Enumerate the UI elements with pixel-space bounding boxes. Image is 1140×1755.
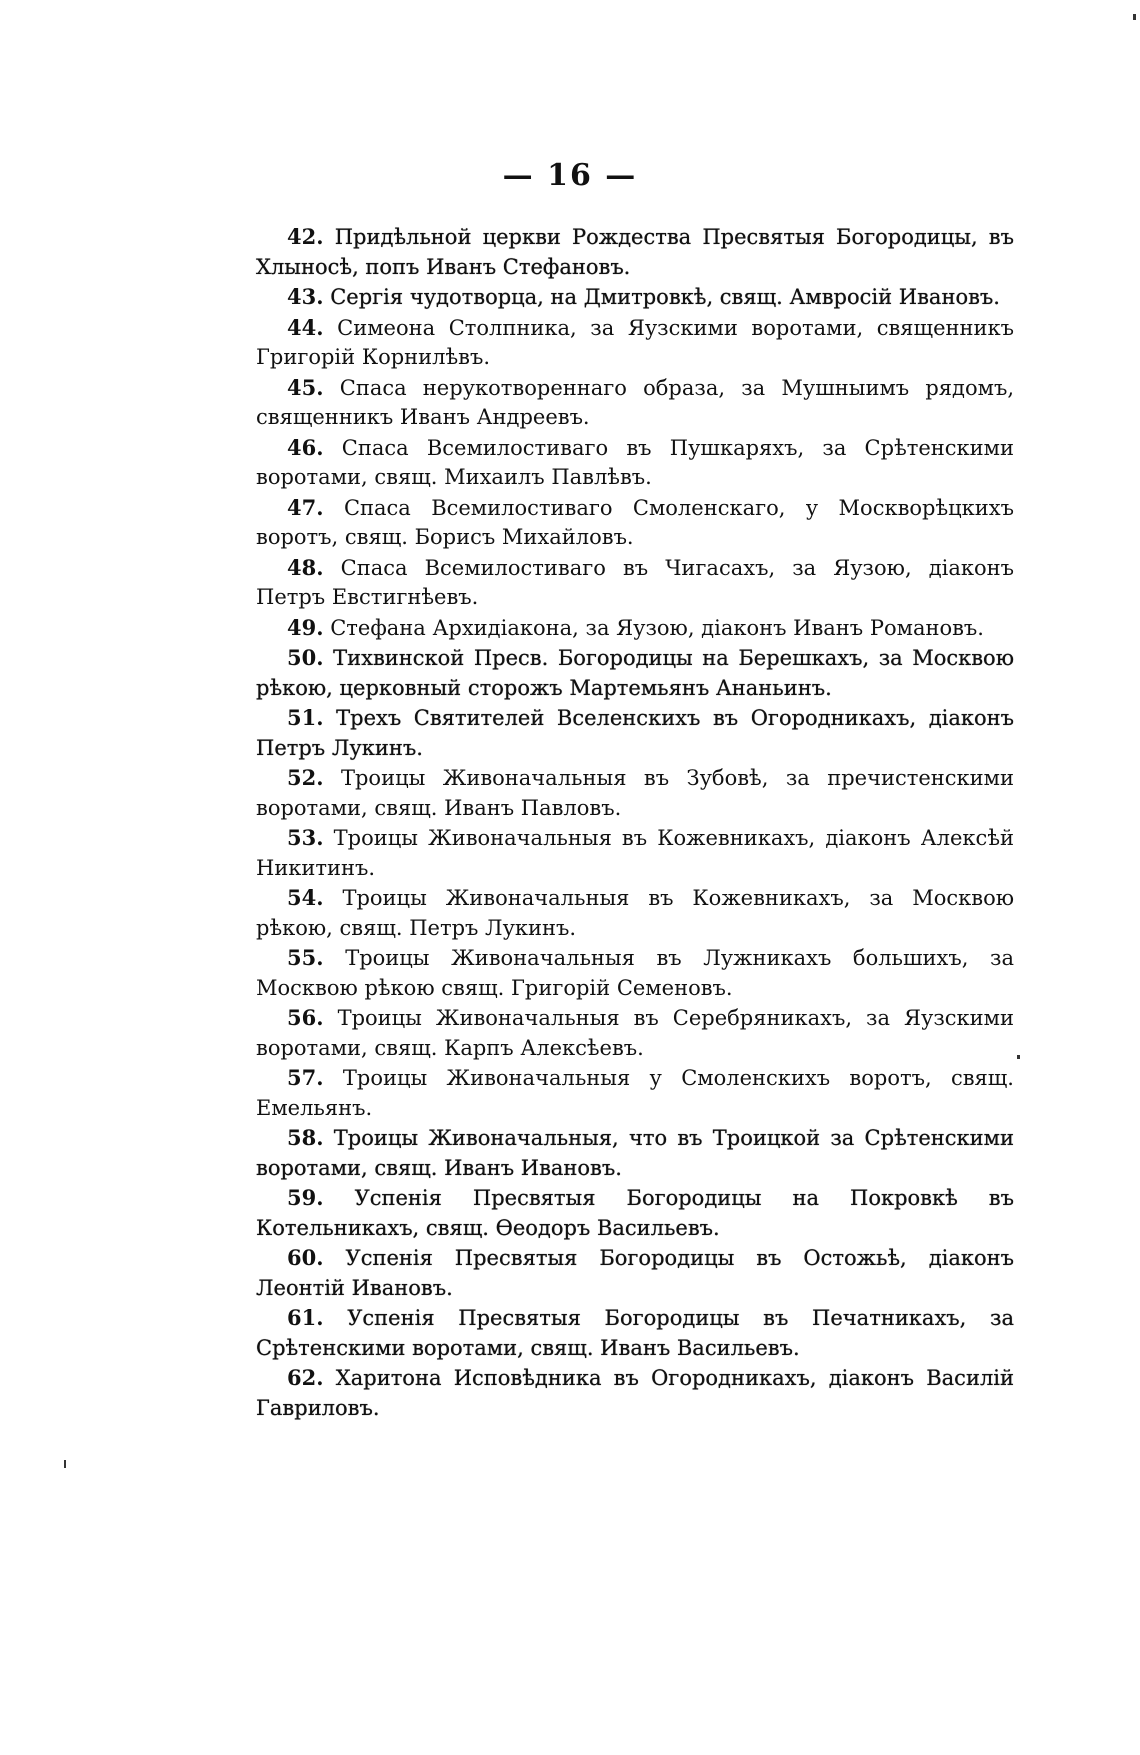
entry-number: 48. <box>287 554 324 580</box>
entry-number: 60. <box>287 1245 324 1270</box>
list-item <box>256 553 1014 613</box>
entry-number: 59. <box>287 1185 324 1210</box>
entry-number: 52. <box>287 765 324 790</box>
list-item <box>256 763 1014 823</box>
list-item <box>256 823 1014 883</box>
entry-text: Успенія Пресвятыя Богородицы на Покровкѣ въ Котельникахъ, свящ. Ѳеодоръ Васильевъ. <box>256 1186 1014 1240</box>
entry-number: 57. <box>287 1065 324 1090</box>
entry-number: 50. <box>287 645 324 670</box>
entry-text: Трехъ Святителей Вселенскихъ въ Огородникахъ, діаконъ Петръ Лукинъ. <box>256 706 1014 760</box>
entry-text: Придѣльной церкви Рождества Пресвятыя Богородицы, въ Хлыносѣ, попъ Иванъ Стефановъ. <box>256 225 1014 279</box>
list-item <box>256 313 1014 373</box>
entry-text: Сергія чудотворца, на Дмитровкѣ, свящ. Амвросій Ивановъ. <box>330 285 1000 309</box>
entry-number: 44. <box>287 314 324 340</box>
entry-text: Троицы Живоначальныя, что въ Троицкой за Срѣтенскими воротами, свящ. Иванъ Ивановъ. <box>256 1126 1014 1180</box>
list-item <box>256 433 1014 493</box>
entry-number: 45. <box>287 374 324 400</box>
entry-text: Троицы Живоначальныя въ Кожевникахъ, за Москвою рѣкою, свящ. Петръ Лукинъ. <box>256 886 1014 940</box>
entry-number: 55. <box>287 945 324 970</box>
entry-text: Троицы Живоначальныя въ Кожевникахъ, діаконъ Алексѣй Никитинъ. <box>256 826 1014 880</box>
list-item <box>256 643 1014 703</box>
corner-mark <box>1133 14 1136 20</box>
margin-speck <box>64 1460 66 1468</box>
entry-number: 56. <box>287 1005 324 1030</box>
entry-text: Успенія Пресвятыя Богородицы въ Остожьѣ, діаконъ Леонтій Ивановъ. <box>256 1246 1014 1300</box>
list-item <box>256 703 1014 763</box>
entry-text: Стефана Архидіакона, за Яузою, діаконъ Иванъ Романовъ. <box>330 615 984 640</box>
list-item <box>256 373 1014 433</box>
list-item <box>256 1123 1014 1183</box>
list-item <box>256 493 1014 553</box>
list-item <box>256 1243 1014 1303</box>
entry-text: Троицы Живоначальныя въ Серебряникахъ, за Яузскими воротами, свящ. Карпъ Алексѣевъ. <box>256 1006 1014 1060</box>
entry-text: Спаса Всемилостиваго Смоленскаго, у Москворѣцкихъ воротъ, свящ. Борисъ Михайловъ. <box>256 495 1014 549</box>
entry-number: 43. <box>287 284 324 309</box>
entry-text: Тихвинской Пресв. Богородицы на Берешкахъ, за Москвою рѣкою, церковный сторожъ Мартемьянъ Ананьинъ. <box>256 646 1014 700</box>
entry-number: 42. <box>287 224 324 249</box>
list-item <box>256 1003 1014 1063</box>
entry-text: Троицы Живоначальныя въ Лужникахъ большихъ, за Москвою рѣкою свящ. Григорій Семеновъ. <box>256 946 1014 1000</box>
list-item <box>256 613 1014 644</box>
entry-number: 54. <box>287 885 324 910</box>
entry-number: 49. <box>287 614 324 640</box>
entry-number: 47. <box>287 494 324 520</box>
entry-number: 53. <box>287 825 324 850</box>
margin-speck <box>1017 1055 1020 1059</box>
list-item <box>256 1363 1014 1423</box>
list-item <box>256 1303 1014 1363</box>
entry-text: Спаса нерукотвореннаго образа, за Мушныимъ рядомъ, священникъ Иванъ Андреевъ. <box>256 375 1014 429</box>
entry-text: Спаса Всемилостиваго въ Чигасахъ, за Яузою, діаконъ Петръ Евстигнѣевъ. <box>256 555 1014 609</box>
entry-number: 46. <box>287 434 324 460</box>
list-item <box>256 943 1014 1003</box>
list-item <box>256 222 1014 282</box>
parish-list <box>256 222 1014 1423</box>
entry-text: Троицы Живоначальныя въ Зубовѣ, за пречистенскими воротами, свящ. Иванъ Павловъ. <box>256 766 1014 820</box>
entry-text: Успенія Пресвятыя Богородицы въ Печатникахъ, за Срѣтенскими воротами, свящ. Иванъ Васильевъ. <box>256 1306 1014 1360</box>
list-item <box>256 883 1014 943</box>
entry-number: 61. <box>287 1305 324 1330</box>
list-item <box>256 282 1014 313</box>
entry-text: Симеона Столпника, за Яузскими воротами, священникъ Григорій Корнилѣвъ. <box>256 315 1014 369</box>
entry-text: Троицы Живоначальныя у Смоленскихъ воротъ, свящ. Емельянъ. <box>256 1066 1014 1120</box>
entry-number: 62. <box>287 1365 324 1390</box>
page-number: — 16 — <box>502 158 638 193</box>
entry-number: 51. <box>287 705 324 730</box>
entry-text: Спаса Всемилостиваго въ Пушкаряхъ, за Срѣтенскими воротами, свящ. Михаилъ Павлѣвъ. <box>256 435 1014 489</box>
list-item <box>256 1183 1014 1243</box>
entry-text: Харитона Исповѣдника въ Огородникахъ, діаконъ Василій Гавриловъ. <box>256 1366 1014 1420</box>
list-item <box>256 1063 1014 1123</box>
entry-number: 58. <box>287 1125 324 1150</box>
